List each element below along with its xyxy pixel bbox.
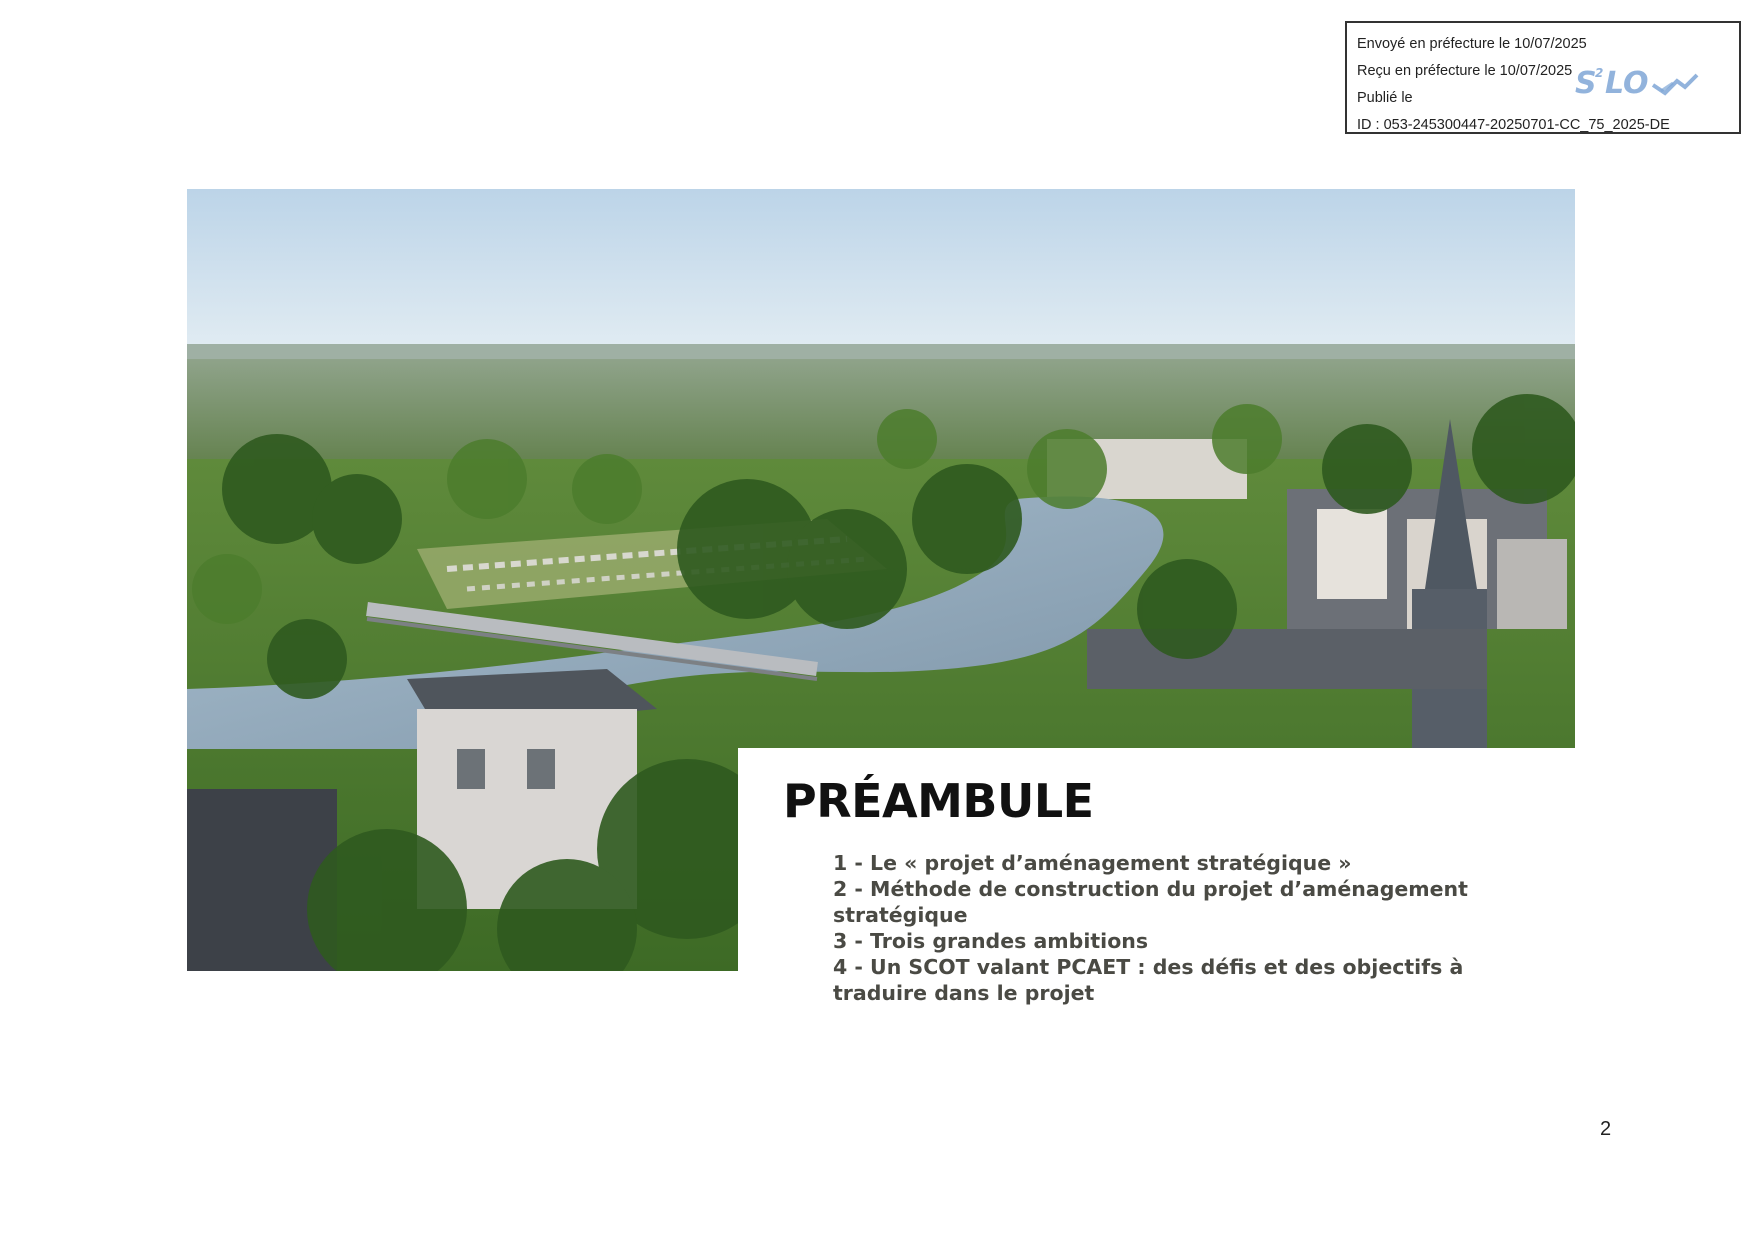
stamp-sent-date: Envoyé en préfecture le 10/07/2025 xyxy=(1357,36,1587,52)
preamble-card xyxy=(738,748,1578,1005)
section-title: PRÉAMBULE xyxy=(783,774,1094,828)
toc-item: 2 - Méthode de construction du projet d’aménagement stratégique xyxy=(833,877,1468,927)
stamp-id: ID : 053-245300447-20250701-CC_75_2025-DE xyxy=(1357,117,1670,133)
toc-item: 4 - Un SCOT valant PCAET : des défis et des objectifs à traduire dans le projet xyxy=(833,955,1464,1005)
page-number: 2 xyxy=(1600,1118,1612,1140)
svg-text:2: 2 xyxy=(1595,66,1604,80)
svg-text:S: S xyxy=(1575,66,1597,101)
s2lo-logo-icon xyxy=(1575,63,1705,103)
toc-item: 1 - Le « projet d’aménagement stratégique » xyxy=(833,851,1352,875)
toc-item: 3 - Trois grandes ambitions xyxy=(833,929,1149,953)
prefecture-stamp xyxy=(1345,21,1741,134)
stamp-received-date: Reçu en préfecture le 10/07/2025 xyxy=(1357,63,1573,79)
table-of-contents xyxy=(833,850,1553,1006)
svg-text:LO: LO xyxy=(1605,66,1649,101)
stamp-published: Publié le xyxy=(1357,90,1413,106)
